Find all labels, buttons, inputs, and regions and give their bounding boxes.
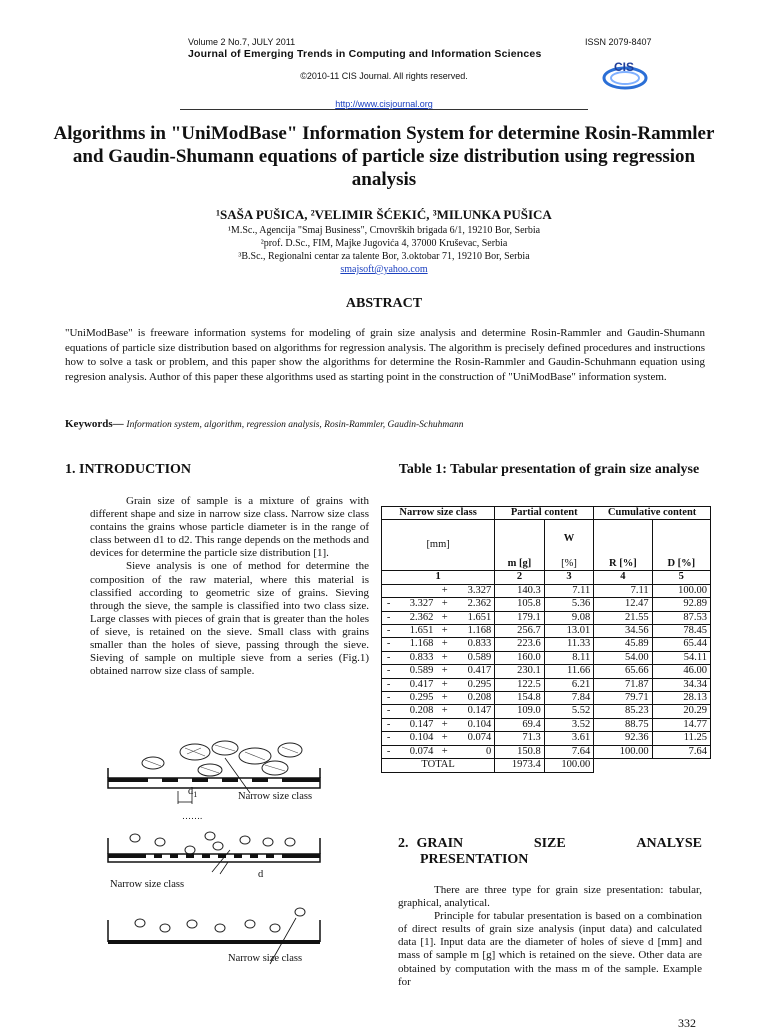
cell-w: 3.52 [544,718,594,731]
table-row [382,678,711,691]
cell-plus: + [436,651,453,664]
cell-minus [382,584,396,597]
cell-plus: + [436,598,453,611]
cell-d: 65.44 [652,638,710,651]
cell-mass: 154.8 [495,692,545,705]
cell-d: 28.13 [652,692,710,705]
th-narrow-size-class: Narrow size class [382,507,495,520]
cell-plus: + [436,638,453,651]
table-row [382,732,711,745]
total-m: 1973.4 [495,759,545,772]
col-num-5: 5 [652,571,710,584]
cell-plus: + [436,745,453,758]
th-r: R [%] [594,520,652,571]
cell-minus: - [382,705,396,718]
cell-minus: - [382,678,396,691]
fig-label-d1 [188,786,197,799]
volume-info: Volume 2 No.7, JULY 2011 [188,37,296,47]
cell-d: 11.25 [652,732,710,745]
cell-from [395,584,436,597]
cell-r: 85.23 [594,705,652,718]
journal-name: Journal of Emerging Trends in Computing and Information Sciences [188,48,542,60]
th-cumulative-content: Cumulative content [594,507,711,520]
col-num-4: 4 [594,571,652,584]
grain-size-table [381,506,711,773]
col-num-3: 3 [544,571,594,584]
cell-r: 54.00 [594,651,652,664]
fig-label-narrow-2: Narrow size class [110,879,185,890]
cell-from: 3.327 [395,598,436,611]
section-2-heading-line2: PRESENTATION [420,852,529,867]
cell-w: 11.66 [544,665,594,678]
cell-r: 65.66 [594,665,652,678]
cell-w: 7.64 [544,745,594,758]
total-label: TOTAL [382,759,495,772]
cell-mass: 150.8 [495,745,545,758]
issn: ISSN 2079-8407 [585,37,652,47]
cell-minus: - [382,665,396,678]
cell-plus: + [436,678,453,691]
cell-w: 8.11 [544,651,594,664]
table-row [382,584,711,597]
cell-plus: + [436,584,453,597]
section-1-heading: 1. INTRODUCTION [65,462,192,477]
cell-minus: - [382,745,396,758]
section-2-word-2: SIZE [533,836,566,851]
cell-to: 0.417 [453,665,495,678]
col-num-2: 2 [495,571,545,584]
cell-from: 0.074 [395,745,436,758]
cell-mass: 230.1 [495,665,545,678]
keywords-label: Keywords— [65,418,124,430]
cell-w: 11.33 [544,638,594,651]
cell-to: 0.833 [453,638,495,651]
table-row [382,705,711,718]
table-row [382,692,711,705]
cell-mass: 223.6 [495,638,545,651]
cell-w: 9.08 [544,611,594,624]
cell-from: 0.833 [395,651,436,664]
cell-d: 78.45 [652,625,710,638]
section-1-body [90,495,369,678]
cell-plus: + [436,665,453,678]
cell-minus: - [382,651,396,664]
cell-to: 0.295 [453,678,495,691]
cell-from: 0.208 [395,705,436,718]
cell-w: 6.21 [544,678,594,691]
table-row [382,625,711,638]
table-total-row [382,759,711,772]
col-num-1: 1 [382,571,495,584]
affiliation-2: ²prof. D.Sc., FIM, Majke Jugovića 4, 37000 Kruševac, Serbia [260,238,508,249]
section-2-num: 2. [398,836,409,851]
cell-minus: - [382,732,396,745]
fig-label-narrow-1: Narrow size class [238,791,313,802]
cell-d: 7.64 [652,745,710,758]
cell-d: 46.00 [652,665,710,678]
cell-mass: 71.3 [495,732,545,745]
cell-from: 0.147 [395,718,436,731]
cell-minus: - [382,611,396,624]
th-m-g: m [g] [495,520,545,571]
cell-w: 7.84 [544,692,594,705]
cell-mass: 105.8 [495,598,545,611]
total-w: 100.00 [544,759,594,772]
section-2-heading-line1 [398,836,702,852]
cell-w: 7.11 [544,584,594,597]
email-link[interactable] [80,264,688,275]
table-row [382,745,711,758]
cell-r: 71.87 [594,678,652,691]
cell-d: 87.53 [652,611,710,624]
cell-from: 0.104 [395,732,436,745]
cell-to: 0.589 [453,651,495,664]
table-caption: Table 1: Tabular presentation of grain size analyse [398,462,700,477]
cell-r: 34.56 [594,625,652,638]
page-number: 332 [678,1016,696,1030]
cell-minus: - [382,718,396,731]
cell-to: 0 [453,745,495,758]
authors: ¹SAŠA PUŠICA, ²VELIMIR ŠĆEKIĆ, ³MILUNKA PUŠICA [216,207,552,222]
fig-label-d1-text: d [188,786,194,797]
cell-r: 79.71 [594,692,652,705]
th-d: D [%] [652,520,710,571]
cell-plus: + [436,718,453,731]
section-1-paragraph-1: Grain size of sample is a mixture of grains with different shape and size in narrow size class. Narrow size class contains the grains whose particle diameter is in the range of class between d1 to d2. This range depends on the methods and devices for determine the particle size distribution [1]. [90,495,370,560]
cell-mass: 160.0 [495,651,545,664]
cell-from: 1.651 [395,625,436,638]
cell-w: 3.61 [544,732,594,745]
cell-to: 1.651 [453,611,495,624]
cell-plus: + [436,611,453,624]
cell-from: 0.589 [395,665,436,678]
paper-title: Algorithms in "UniModBase" Information System for determine Rosin-Rammler and Gaudin-Shumann equations of particle size distribution using regression analysis [53,123,715,190]
email-text[interactable]: smajsoft@yahoo.com [340,264,428,275]
section-1-paragraph-2: Sieve analysis is one of method for determine the composition of the raw material, where this material is classified according to geometric size of grains. Sieving through the sieve, the sample is classified into two class size. Large classes with pieces of grain that is greater than the holes of sieve, is retained on the sieve. Small class with grains smaller than the holes of sieve, passing through the sieve. Sieving of sample on multiple sieve from a series (Fig.1) obtained narrow size class of sample. [90,560,369,678]
fig-label-dots: ……. [182,811,203,821]
cell-minus: - [382,692,396,705]
cell-from: 2.362 [395,611,436,624]
table-body [382,584,711,758]
cell-w: 5.36 [544,598,594,611]
cell-w: 5.52 [544,705,594,718]
cell-to: 2.362 [453,598,495,611]
table-row [382,651,711,664]
cell-to: 0.104 [453,718,495,731]
logo-text: CIS [614,60,635,74]
sieve-figure [100,738,370,973]
cell-plus: + [436,625,453,638]
cell-from: 1.168 [395,638,436,651]
fig-label-d1-sub: 1 [193,790,198,800]
table-row [382,638,711,651]
table-row [382,598,711,611]
cell-from: 0.417 [395,678,436,691]
cell-r: 21.55 [594,611,652,624]
cell-mass: 256.7 [495,625,545,638]
section-2-heading [398,836,702,868]
cell-to: 3.327 [453,584,495,597]
cell-minus: - [382,638,396,651]
table-column-numbers [382,571,711,584]
section-2-paragraph-2: Principle for tabular presentation is based on a combination of direct results of grain size analysis (input data) and calculated data [1]. Input data are the diameter of holes of sieve d [mm] and mass of sample m [g] which is retained on the sieve. Other data are obtained by computation with the mass m of the sample. Example for [398,910,702,988]
cis-logo [600,58,650,92]
total-empty-r [594,759,652,772]
section-2-paragraph-1: There are three type for grain size presentation: tabular, graphical, analytical. [398,884,702,910]
section-2-body [398,884,702,989]
cell-to: 0.208 [453,692,495,705]
cell-d: 92.89 [652,598,710,611]
cell-r: 7.11 [594,584,652,597]
cell-d: 20.29 [652,705,710,718]
cell-mass: 122.5 [495,678,545,691]
cell-r: 12.47 [594,598,652,611]
cell-to: 0.147 [453,705,495,718]
th-w-pct: [%] [544,558,594,571]
th-partial-content: Partial content [495,507,594,520]
cell-d: 100.00 [652,584,710,597]
cell-mass: 69.4 [495,718,545,731]
cell-d: 14.77 [652,718,710,731]
cell-mass: 179.1 [495,611,545,624]
cell-r: 100.00 [594,745,652,758]
cell-plus: + [436,732,453,745]
abstract-heading: ABSTRACT [345,296,423,311]
affiliation-3: ³B.Sc., Regionalni centar za talente Bor, 3.oktobar 71, 19210 Bor, Serbia [238,251,530,262]
cell-plus: + [436,705,453,718]
th-mm: [mm] [382,520,495,571]
sieve-diagram [100,738,370,973]
total-empty-d [652,759,710,772]
table-row [382,611,711,624]
table-row [382,718,711,731]
keywords [65,418,705,430]
keywords-text: Information system, algorithm, regression analysis, Rosin-Rammler, Gaudin-Schuhmann [126,420,464,430]
cell-from: 0.295 [395,692,436,705]
cell-w: 13.01 [544,625,594,638]
table-row [382,665,711,678]
fig-label-d: d [258,869,264,880]
cell-r: 45.89 [594,638,652,651]
fig-label-narrow-3: Narrow size class [228,953,303,964]
section-2-word-1: GRAIN [416,836,464,851]
header-rule [180,109,588,110]
cell-r: 92.36 [594,732,652,745]
cell-minus: - [382,625,396,638]
cell-plus: + [436,692,453,705]
cell-d: 34.34 [652,678,710,691]
cell-mass: 109.0 [495,705,545,718]
journal-url-link[interactable]: http://www.cisjournal.org [335,99,433,109]
cell-mass: 140.3 [495,584,545,597]
cell-to: 0.074 [453,732,495,745]
th-w: W [544,520,594,558]
cell-minus: - [382,598,396,611]
abstract-text: "UniModBase" is freeware information systems for modeling of grain size analysis and determine Rosin-Rammler and Gaudin-Shumann equations of particle size distribution based on algorithms for regression analysis. The algorithm is precisely defined procedures and instructions how to solve a task or problem, and this paper show the algorithms for determine the Rosin-Rammler and Gaudin-Schuhmann equation using regresion analysis. Author of this paper these algorithms used as starting point in the construction of "UniModBase" information system. [65,327,705,383]
cell-r: 88.75 [594,718,652,731]
copyright: ©2010-11 CIS Journal. All rights reserved. [300,71,468,81]
affiliation-1: ¹M.Sc., Agencija "Smaj Business", Crnovrških brigada 6/1, 19210 Bor, Serbia [227,225,541,236]
cell-to: 1.168 [453,625,495,638]
section-2-word-3: ANALYSE [636,836,702,851]
cell-d: 54.11 [652,651,710,664]
